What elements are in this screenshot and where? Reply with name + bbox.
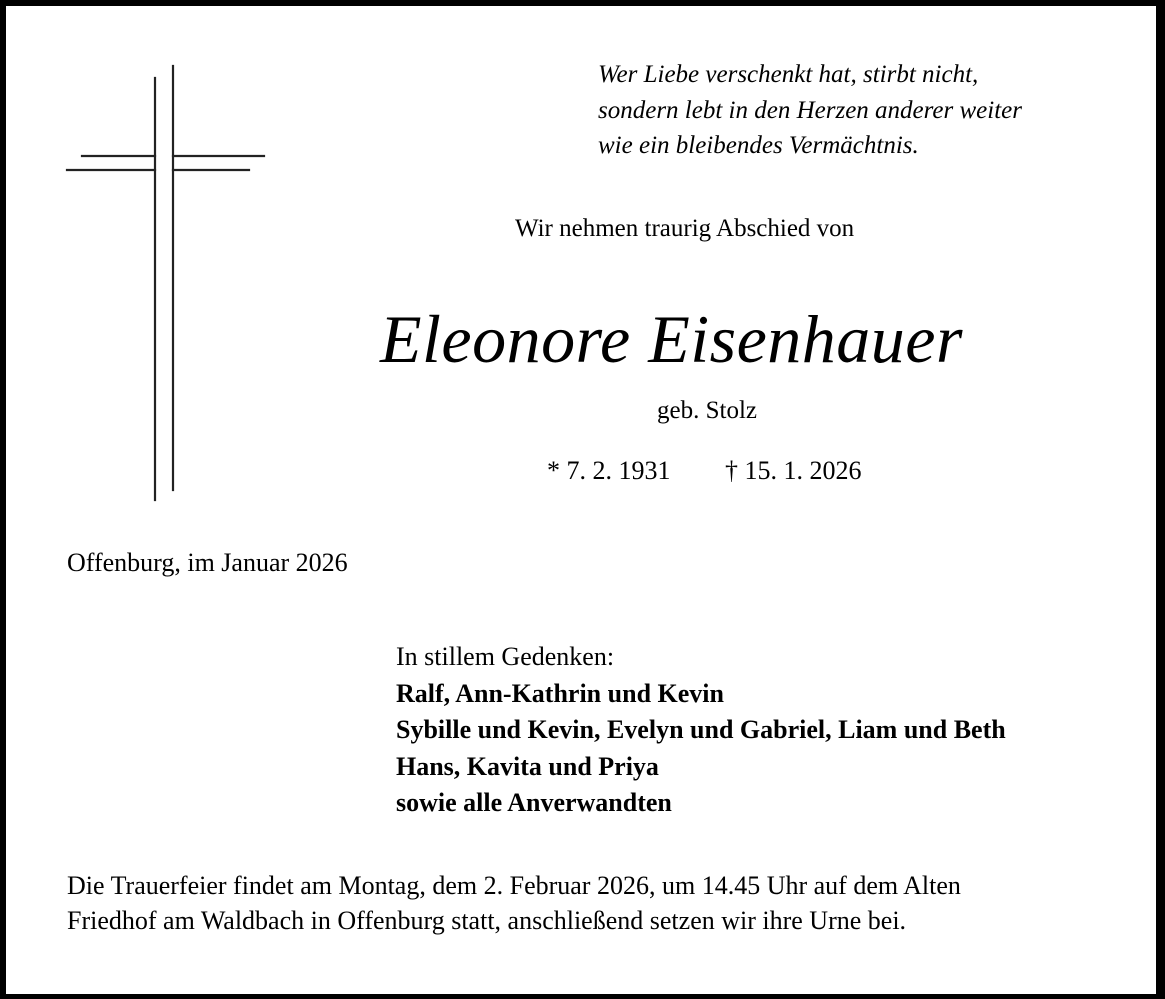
deceased-name: Eleonore Eisenhauer xyxy=(380,301,963,377)
mourner-line: sowie alle Anverwandten xyxy=(396,788,672,817)
maiden-name: geb. Stolz xyxy=(657,397,757,424)
farewell-intro: Wir nehmen traurig Abschied von xyxy=(515,215,855,242)
mourner-line: Ralf, Ann-Kathrin und Kevin xyxy=(396,678,724,708)
quote-line: sondern lebt in den Herzen anderer weiter xyxy=(598,96,1022,124)
place-and-date: Offenburg, im Januar 2026 xyxy=(67,548,348,577)
memorial-quote xyxy=(598,57,1118,164)
mourner-line: Sybille und Kevin, Evelyn und Gabriel, Liam und Beth xyxy=(396,715,1006,744)
life-dates xyxy=(547,456,862,486)
service-line: Friedhof am Waldbach in Offenburg statt, anschließend setzen wir ihre Urne bei. xyxy=(67,906,907,935)
mourners-block xyxy=(396,639,1006,822)
quote-line: Wer Liebe verschenkt hat, stirbt nicht, xyxy=(598,61,979,88)
service-line: Die Trauerfeier findet am Montag, dem 2. Februar 2026, um 14.45 Uhr auf dem Alten xyxy=(67,871,961,900)
death-date: † 15. 1. 2026 xyxy=(725,456,862,485)
mourners-heading: In stillem Gedenken: xyxy=(396,642,615,671)
cross-icon xyxy=(60,60,272,505)
service-announcement xyxy=(67,868,961,938)
birth-date: * 7. 2. 1931 xyxy=(547,456,671,485)
mourner-line: Hans, Kavita und Priya xyxy=(396,751,659,781)
quote-line: wie ein bleibendes Vermächtnis. xyxy=(598,132,919,159)
